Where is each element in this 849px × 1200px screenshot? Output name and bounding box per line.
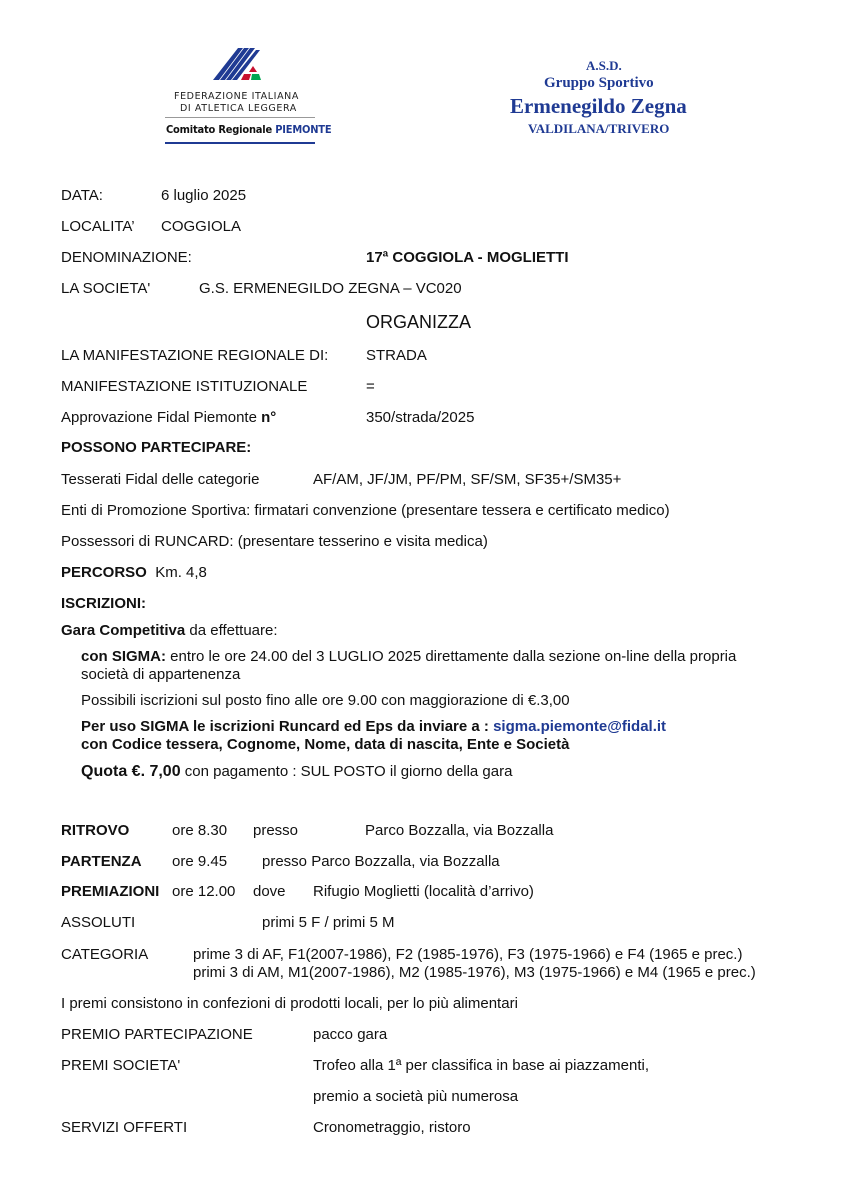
approvazione-label (61, 409, 276, 426)
partecipazione-label: PREMIO PARTECIPAZIONE (61, 1026, 253, 1043)
partenza-luogo: presso Parco Bozzalla, via Bozzalla (262, 853, 500, 870)
tesserati-value: AF/AM, JF/JM, PF/PM, SF/SM, SF35+/SM35+ (313, 471, 622, 488)
quota-row (81, 763, 512, 781)
sigma-line2: società di appartenenza (81, 666, 241, 683)
partecipanti-title: POSSONO PARTECIPARE: (61, 439, 252, 456)
premiazioni-ora: ore 12.00 (172, 883, 236, 900)
email-link[interactable]: sigma.piemonte@fidal.it (493, 718, 667, 735)
logo-divider-top (165, 117, 315, 118)
enti-text: Enti di Promozione Sportiva: firmatari convenzione (presentare tessera e certificato medico) (61, 502, 670, 519)
posto-text: Possibili iscrizioni sul posto fino alle ore 9.00 con maggiorazione di €.3,00 (81, 692, 570, 709)
fidal-emblem-icon (205, 44, 270, 84)
club-name: Ermenegildo Zegna (510, 94, 687, 118)
assoluti-label: ASSOLUTI (61, 914, 136, 931)
data-label: DATA: (61, 187, 103, 204)
istituzionale-label: MANIFESTAZIONE ISTITUZIONALE (61, 378, 308, 395)
ritrovo-label: RITROVO (61, 822, 130, 839)
categoria-maschile: primi 3 di AM, M1(2007-1986), M2 (1985-1976), M3 (1975-1966) e M4 (1965 e prec.) (193, 964, 756, 981)
denominazione-label: DENOMINAZIONE: (61, 249, 192, 266)
ritrovo-luogo: Parco Bozzalla, via Bozzalla (365, 822, 554, 839)
manifestazione-label: LA MANIFESTAZIONE REGIONALE DI: (61, 347, 329, 364)
categoria-femminile: prime 3 di AF, F1(2007-1986), F2 (1985-1976), F3 (1975-1966) e F4 (1965 e prec.) (193, 946, 743, 963)
uso-sigma-row (81, 718, 666, 735)
gara-label: Gara Competitiva (61, 622, 186, 639)
approvazione-text: Approvazione Fidal Piemonte (61, 409, 262, 426)
manifestazione-value: STRADA (366, 347, 427, 364)
committee-text: Comitato Regionale (166, 123, 272, 136)
committee-label (166, 123, 331, 136)
iscrizioni-title: ISCRIZIONI: (61, 595, 146, 612)
data-value: 6 luglio 2025 (161, 187, 247, 204)
societa-value: G.S. ERMENEGILDO ZEGNA – VC020 (199, 280, 462, 297)
denominazione-value: 17ª COGGIOLA - MOGLIETTI (366, 249, 569, 266)
partecipazione-value: pacco gara (313, 1026, 388, 1043)
partenza-label: PARTENZA (61, 853, 142, 870)
percorso-value: Km. 4,8 (155, 564, 207, 581)
assoluti-value: primi 5 F / primi 5 M (262, 914, 395, 931)
gara-row (61, 622, 278, 639)
gara-text: da effettuare: (185, 622, 278, 639)
premiazioni-label: PREMIAZIONI (61, 883, 160, 900)
logo-divider-bottom (165, 142, 315, 144)
partenza-ora: ore 9.45 (172, 853, 228, 870)
fidal-name-line2: DI ATLETICA LEGGERA (180, 103, 297, 114)
localita-label: LOCALITA’ (61, 218, 135, 235)
club-group: Gruppo Sportivo (544, 75, 654, 91)
quota-text: con pagamento : SUL POSTO il giorno della gara (180, 763, 513, 780)
fidal-name-line1: FEDERAZIONE ITALIANA (174, 91, 299, 102)
sigma-label: con SIGMA: (81, 648, 166, 665)
societa-label: LA SOCIETA' (61, 280, 151, 297)
istituzionale-value: = (366, 378, 375, 395)
premi-societa-value2: premio a società più numerosa (313, 1088, 519, 1105)
club-place: VALDILANA/TRIVERO (528, 121, 670, 136)
approvazione-value: 350/strada/2025 (366, 409, 475, 426)
premiazioni-dove: dove (253, 883, 286, 900)
codice-text: con Codice tessera, Cognome, Nome, data di nascita, Ente e Società (81, 736, 570, 753)
quota-label: Quota €. 7,00 (81, 763, 181, 780)
runcard-text: Possessori di RUNCARD: (presentare tesserino e visita medica) (61, 533, 488, 550)
uso-sigma-text: Per uso SIGMA le iscrizioni Runcard ed Eps da inviare a : (81, 718, 494, 735)
ritrovo-ora: ore 8.30 (172, 822, 228, 839)
organizza-heading: ORGANIZZA (366, 312, 472, 332)
servizi-value: Cronometraggio, ristoro (313, 1119, 471, 1136)
premiazioni-luogo: Rifugio Moglietti (località d’arrivo) (313, 883, 534, 900)
club-asd: A.S.D. (586, 58, 622, 73)
localita-value: COGGIOLA (161, 218, 242, 235)
approvazione-n: n° (261, 409, 277, 426)
premi-note: I premi consistono in confezioni di prodotti locali, per lo più alimentari (61, 995, 518, 1012)
servizi-label: SERVIZI OFFERTI (61, 1119, 188, 1136)
percorso-label: PERCORSO (61, 564, 147, 581)
premi-societa-label: PREMI SOCIETA' (61, 1057, 181, 1074)
categoria-label: CATEGORIA (61, 946, 149, 963)
ritrovo-presso: presso (253, 822, 299, 839)
committee-region: PIEMONTE (275, 123, 332, 136)
sigma-row (81, 648, 736, 665)
tesserati-label: Tesserati Fidal delle categorie (61, 471, 260, 488)
sigma-text: entro le ore 24.00 del 3 LUGLIO 2025 direttamente dalla sezione on-line della propria (166, 648, 737, 665)
percorso-row (61, 564, 207, 581)
premi-societa-value1: Trofeo alla 1ª per classifica in base ai piazzamenti, (313, 1057, 649, 1074)
